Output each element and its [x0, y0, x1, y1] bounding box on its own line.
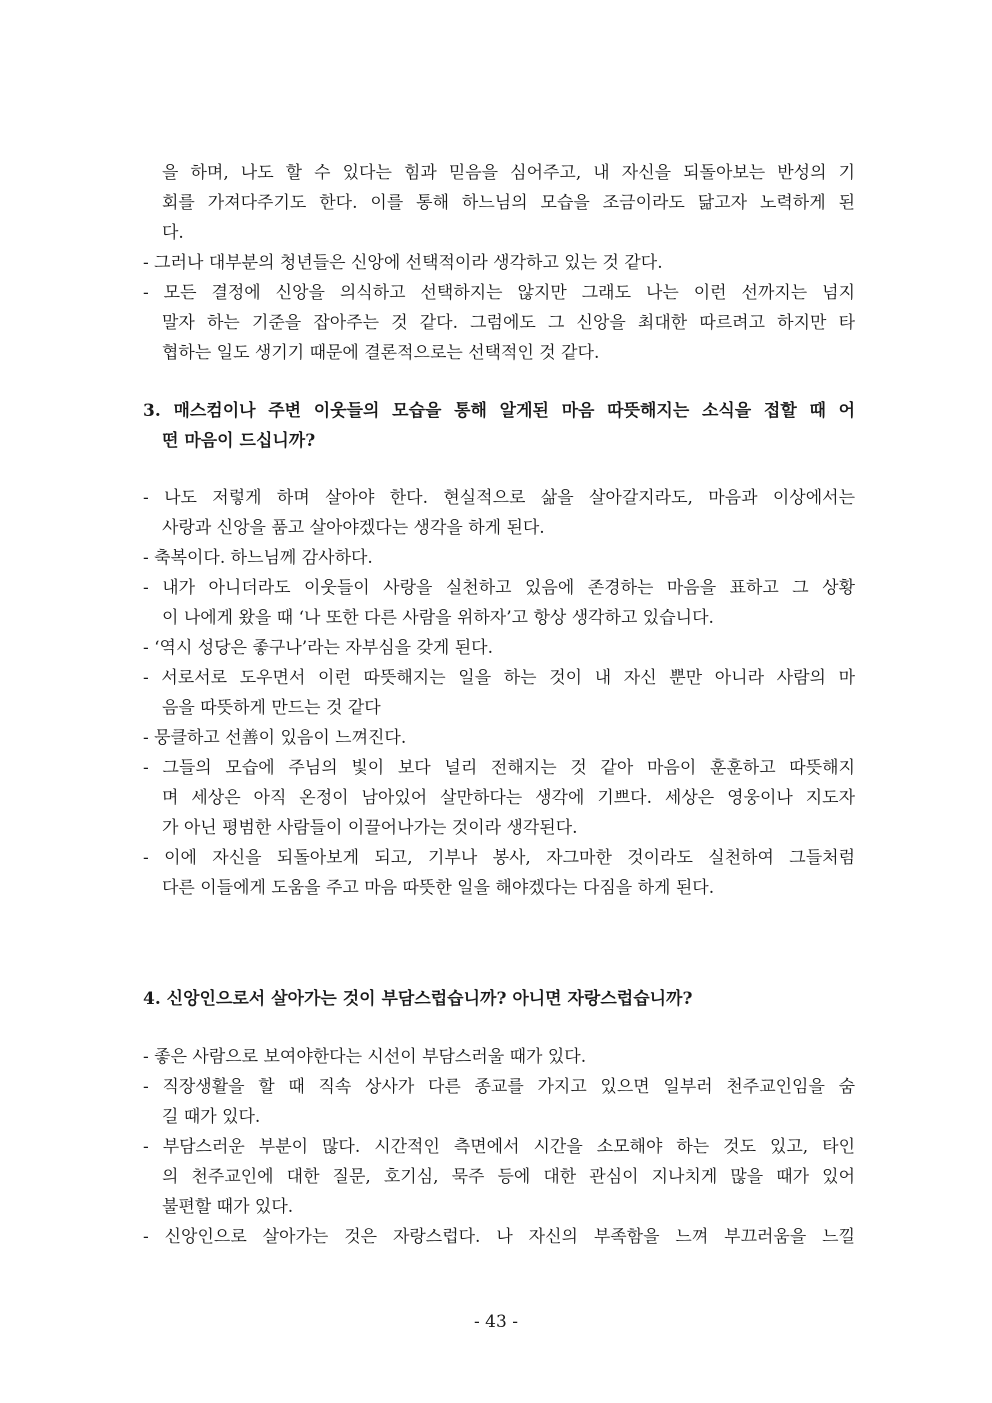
- question-heading: 3. 매스컴이나 주변 이웃들의 모습을 통해 알게된 마음 따뜻해지는 소식을 접할 때 어: [143, 401, 855, 421]
- answer-item-continuation: 며 세상은 아직 온정이 남아있어 살만하다는 생각에 기쁘다. 세상은 영웅이나 지도자: [162, 788, 855, 808]
- bullet-item: - 모든 결정에 신앙을 의식하고 선택하지는 않지만 그래도 나는 이런 선까지는 넘지: [143, 283, 855, 303]
- answer-item-continuation: 음을 따뜻하게 만드는 것 같다: [162, 698, 381, 718]
- answer-item-continuation: 이 나에게 왔을 때 ‘나 또한 다른 사람을 위하자’고 항상 생각하고 있습니다.: [162, 608, 714, 628]
- question-heading: 4. 신앙인으로서 살아가는 것이 부담스럽습니까? 아니면 자랑스럽습니까?: [143, 989, 693, 1009]
- question-heading: 떤 마음이 드십니까?: [162, 431, 316, 451]
- answer-item: - 서로서로 도우면서 이런 따뜻해지는 일을 하는 것이 내 자신 뿐만 아니라 사람의 마: [143, 668, 855, 688]
- answer-item-continuation: 길 때가 있다.: [162, 1107, 261, 1127]
- bullet-item-continuation: 말자 하는 기준을 잡아주는 것 같다. 그럼에도 그 신앙을 최대한 따르려고 하지만 타: [162, 313, 855, 333]
- paragraph-line: 을 하며, 나도 할 수 있다는 힘과 믿음을 심어주고, 내 자신을 되돌아보는 반성의 기: [162, 163, 855, 183]
- answer-item: - 그들의 모습에 주님의 빛이 보다 널리 전해지는 것 같아 마음이 훈훈하고 따뜻해지: [143, 758, 855, 778]
- paragraph-line: 회를 가져다주기도 한다. 이를 통해 하느님의 모습을 조금이라도 닮고자 노력하게 된: [162, 193, 855, 213]
- answer-item: - 신앙인으로 살아가는 것은 자랑스럽다. 나 자신의 부족함을 느껴 부끄러움을 느낄: [143, 1227, 855, 1247]
- answer-item: - 직장생활을 할 때 직속 상사가 다른 종교를 가지고 있으면 일부러 천주교인임을 숨: [143, 1077, 855, 1097]
- answer-item: - 내가 아니더라도 이웃들이 사랑을 실천하고 있음에 존경하는 마음을 표하고 그 상황: [143, 578, 855, 598]
- answer-item-continuation: 의 천주교인에 대한 질문, 호기심, 묵주 등에 대한 관심이 지나치게 많을 때가 있어: [162, 1167, 855, 1187]
- answer-item: - 축복이다. 하느님께 감사하다.: [143, 548, 373, 568]
- answer-item: - 나도 저렇게 하며 살아야 한다. 현실적으로 삶을 살아갈지라도, 마음과 이상에서는: [143, 488, 855, 508]
- answer-item-continuation: 가 아닌 평범한 사람들이 이끌어나가는 것이라 생각된다.: [162, 818, 578, 838]
- answer-item: - 부담스러운 부분이 많다. 시간적인 측면에서 시간을 소모해야 하는 것도 있고, 타인: [143, 1137, 855, 1157]
- answer-item-continuation: 사랑과 신앙을 품고 살아야겠다는 생각을 하게 된다.: [162, 518, 545, 538]
- bullet-item: - 그러나 대부분의 청년들은 신앙에 선택적이라 생각하고 있는 것 같다.: [143, 253, 663, 273]
- page-number: - 43 -: [474, 1312, 518, 1332]
- answer-item-continuation: 다른 이들에게 도움을 주고 마음 따뜻한 일을 해야겠다는 다짐을 하게 된다.: [162, 878, 715, 898]
- paragraph-line: 다.: [162, 223, 184, 243]
- answer-item: - ‘역시 성당은 좋구나’라는 자부심을 갖게 된다.: [143, 638, 493, 658]
- answer-item: - 뭉클하고 선善이 있음이 느껴진다.: [143, 728, 407, 748]
- answer-item: - 좋은 사람으로 보여야한다는 시선이 부담스러울 때가 있다.: [143, 1047, 587, 1067]
- answer-item: - 이에 자신을 되돌아보게 되고, 기부나 봉사, 자그마한 것이라도 실천하여 그들처럼: [143, 848, 855, 868]
- answer-item-continuation: 불편할 때가 있다.: [162, 1197, 294, 1217]
- bullet-item-continuation: 협하는 일도 생기기 때문에 결론적으로는 선택적인 것 같다.: [162, 343, 600, 363]
